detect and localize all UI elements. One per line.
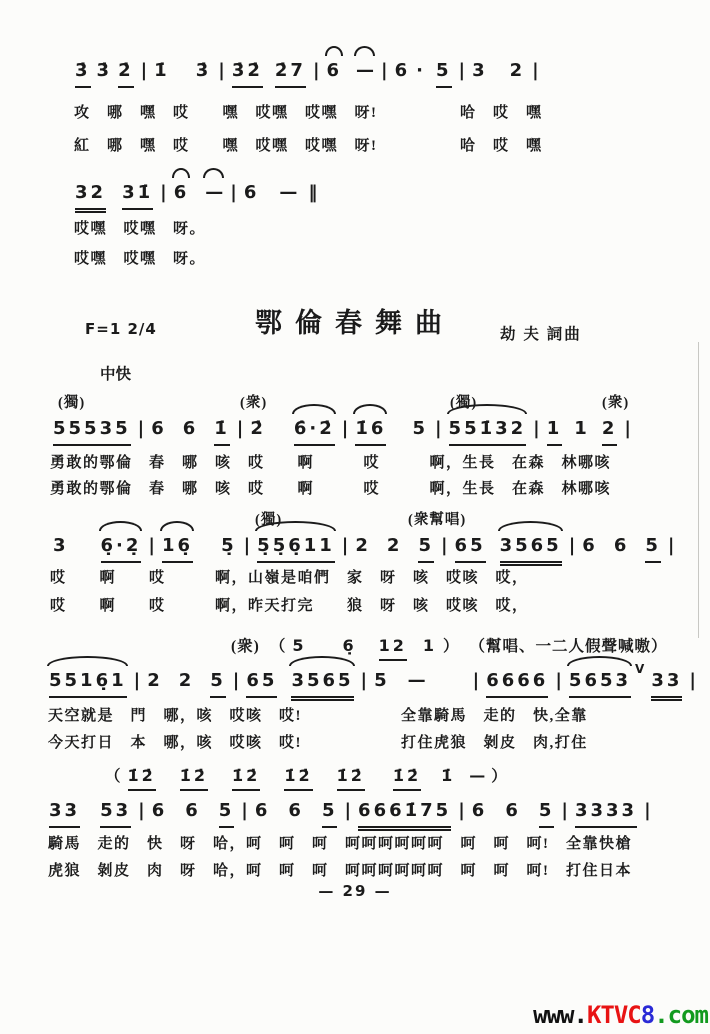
lyric-line: 騎馬 走的 快 呀 哈，呵 呵 呵 呵呵呵呵呵呵 呵 呵 呵! 全靠快槍: [48, 836, 632, 852]
barline: |: [360, 670, 368, 691]
note-token: 6: [505, 800, 521, 821]
barline: |: [689, 670, 696, 691]
composer-credit: 劫 夫 詞曲: [500, 326, 582, 343]
note-token: 12: [379, 633, 407, 661]
note-token: 5: [219, 796, 235, 828]
note-token: 5: [436, 56, 452, 88]
note-token: 3̇: [75, 56, 91, 88]
breath-mark: V: [635, 662, 648, 676]
note-token: 5516̣1: [49, 666, 127, 698]
note-token: 2: [509, 60, 526, 81]
voice-marker: (獨): [255, 512, 283, 528]
barline: |: [160, 182, 167, 203]
barline: |: [232, 670, 240, 691]
note-token: 31̇: [122, 178, 153, 210]
watermark-url: [533, 1001, 708, 1029]
note-token: 1̇2̇: [337, 763, 365, 791]
note-token: 5: [292, 636, 307, 655]
barline: |: [561, 800, 568, 821]
barline: |: [381, 60, 388, 81]
note-token: 5̣: [221, 535, 237, 556]
note-token: 1: [547, 414, 563, 446]
cue-text: ）: [491, 768, 508, 785]
note-token: 6: [471, 800, 488, 821]
note-token: 6: [613, 535, 630, 556]
lyric-line: 哎 啊 哎 啊，昨天打完 狼 呀 咳 哎咳 哎，: [50, 598, 529, 614]
note-token: 1̇: [441, 766, 456, 785]
voice-marker: (衆幫唱): [408, 512, 467, 528]
barline: |: [458, 60, 466, 81]
voice-marker: (衆): [602, 395, 630, 411]
note-token: 5: [210, 666, 226, 698]
note-token: 16̣: [162, 531, 193, 563]
note-token: 6666: [486, 666, 548, 698]
cue-text: (衆): [231, 638, 260, 655]
note-token: —: [469, 766, 486, 785]
note-token: 5: [412, 418, 428, 439]
note-token: 1: [422, 636, 438, 655]
note-token: 1̇2̇: [393, 763, 421, 791]
note-token: 2̇: [118, 56, 134, 88]
notes-line: [72, 178, 321, 210]
voice-marker: (獨): [450, 395, 478, 411]
barline: |: [344, 800, 352, 821]
barline: |: [624, 418, 631, 439]
song-title: 鄂倫春舞曲: [255, 308, 455, 338]
barline: |: [218, 60, 225, 81]
cue-notes-line: [102, 763, 511, 791]
page-number: — 29 —: [318, 882, 392, 900]
note-token: 5: [418, 531, 434, 563]
note-token: 1̇2̇: [232, 763, 260, 791]
note-token: 55535: [53, 414, 131, 446]
note-token: 53: [100, 796, 131, 828]
watermark-part: .com: [654, 1001, 708, 1029]
lyric-line: 勇敢的鄂倫 春 哪 咳 哎 啊 哎 啊，生長 在森 林哪咳: [50, 455, 612, 471]
barline: |: [137, 418, 145, 439]
barline: |: [133, 670, 141, 691]
voice-marker: (獨): [58, 395, 86, 411]
lyric-line: 天空就是 門 哪，咳 哎咳 哎! 全靠騎馬 走的 快,全靠: [48, 708, 588, 724]
note-token: 6̣: [342, 636, 357, 655]
note-token: 6: [151, 418, 167, 439]
barline: |: [341, 535, 349, 556]
note-token: 6̇·2̇: [294, 414, 335, 446]
lyric-line: 勇敢的鄂倫 春 哪 咳 哎 啊 哎 啊，生長 在森 林哪咳: [50, 481, 612, 497]
voice-marker: (衆): [240, 395, 268, 411]
cue-text: （幫唱、一二人假聲喊嗷）: [469, 638, 668, 655]
barline: |: [138, 800, 145, 821]
note-token: 32: [75, 178, 106, 210]
note-token: ·: [416, 60, 426, 81]
notes-line: [50, 414, 635, 446]
note-token: 1̇2̇: [128, 763, 156, 791]
note-token: 6: [327, 56, 343, 86]
note-token: 33: [49, 796, 80, 828]
note-token: 1̇: [154, 60, 170, 81]
note-token: 2: [355, 535, 371, 556]
lyric-line: 今天打日 本 哪，咳 哎咳 哎! 打住虎狼 剝皮 肉,打住: [48, 735, 588, 751]
note-token: —: [407, 670, 426, 691]
tempo-marking: 中快: [100, 366, 132, 383]
note-token: 5: [539, 796, 555, 828]
note-token: 65: [455, 531, 486, 563]
note-token: 33: [651, 666, 682, 698]
scan-artifact-line: [698, 342, 699, 638]
barline: |: [568, 535, 576, 556]
barline: |: [230, 182, 237, 203]
barline: |: [148, 535, 155, 556]
note-token: 3: [53, 535, 69, 556]
barline: |: [243, 535, 251, 556]
note-token: 6: [394, 60, 411, 81]
lyric-line: 虎狼 剝皮 肉 呀 哈，呵 呵 呵 呵呵呵呵呵呵 呵 呵 呵! 打住日本: [48, 863, 632, 879]
barline: |: [458, 800, 465, 821]
note-token: —: [279, 182, 298, 203]
note-token: 3: [472, 60, 488, 81]
note-token: 3̇: [195, 60, 212, 81]
note-token: 2̇: [250, 418, 266, 439]
note-token: 3565: [291, 666, 353, 698]
barline: |: [241, 800, 248, 821]
note-token: 3̇2̇: [232, 56, 263, 88]
barline: |: [440, 535, 448, 556]
note-token: 551̇32: [449, 414, 527, 446]
note-token: 6: [243, 182, 260, 203]
lyric-line: 哎嘿 哎嘿 呀。: [74, 221, 207, 237]
watermark-part: KTVC: [586, 1001, 641, 1029]
watermark-part: 8: [640, 1001, 655, 1029]
note-token: 2: [386, 535, 403, 556]
cue-text: （: [105, 768, 122, 785]
barline: |: [667, 535, 675, 556]
note-token: 2̇7: [275, 56, 306, 88]
note-token: 3333: [575, 796, 637, 828]
note-token: 6̣·2̣: [101, 531, 142, 563]
note-token: 5: [645, 531, 661, 563]
note-token: 1: [574, 418, 590, 439]
barline: |: [140, 60, 148, 81]
note-token: 6: [174, 178, 190, 208]
note-token: 1̇: [214, 414, 230, 446]
notes-line: [46, 662, 700, 698]
note-token: 6661̇75: [358, 796, 451, 828]
notes-line: [50, 531, 678, 563]
note-token: 65: [246, 666, 277, 698]
key-signature: F=1 2/4: [85, 320, 157, 338]
note-token: 6: [151, 800, 168, 821]
lyric-line: 紅 哪 嘿 哎 嘿 哎嘿 哎嘿 呀! 哈 哎 嘿: [74, 138, 543, 154]
notes-line: [72, 56, 543, 88]
note-token: —: [205, 178, 223, 208]
note-token: 3565: [500, 531, 562, 563]
note-token: 6: [185, 800, 201, 821]
note-token: 2: [178, 670, 195, 691]
note-token: 3̇: [96, 60, 113, 81]
note-token: 5: [322, 796, 338, 828]
note-token: 2: [602, 414, 618, 446]
note-token: 2: [147, 670, 163, 691]
lyric-line: 哎 啊 哎 啊，山嶺是咱們 家 呀 咳 哎咳 哎，: [50, 570, 529, 586]
note-token: 5: [374, 670, 390, 691]
cue-text: （: [269, 638, 287, 655]
barline: |: [434, 418, 442, 439]
barline: |: [533, 418, 540, 439]
lyric-line: 哎嘿 哎嘿 呀。: [74, 251, 207, 267]
note-token: 1̇6: [355, 414, 386, 446]
note-token: 6: [288, 800, 304, 821]
barline: |: [644, 800, 651, 821]
note-token: 1̇2̇: [284, 763, 312, 791]
barline: |: [312, 60, 320, 81]
voice-markers-row: [50, 508, 710, 530]
note-token: 6: [182, 418, 199, 439]
note-token: —: [356, 56, 374, 86]
note-token: 6: [582, 535, 598, 556]
lyric-line: 攻 哪 嘿 哎 嘿 哎嘿 哎嘿 呀! 哈 哎 嘿: [74, 105, 543, 121]
barline: |: [341, 418, 349, 439]
note-token: 6: [254, 800, 271, 821]
note-token: 5653: [569, 666, 631, 698]
cue-text: ）: [443, 638, 460, 655]
barline: |: [532, 60, 539, 81]
notes-line: [46, 796, 655, 828]
barline: |: [236, 418, 244, 439]
note-token: 1̇2̇: [180, 763, 208, 791]
note-token: 5̣5̣6̣11: [257, 531, 335, 563]
barline: |: [472, 670, 480, 691]
barline: ‖: [308, 182, 318, 203]
watermark-part: www.: [533, 1001, 587, 1029]
barline: |: [555, 670, 562, 691]
